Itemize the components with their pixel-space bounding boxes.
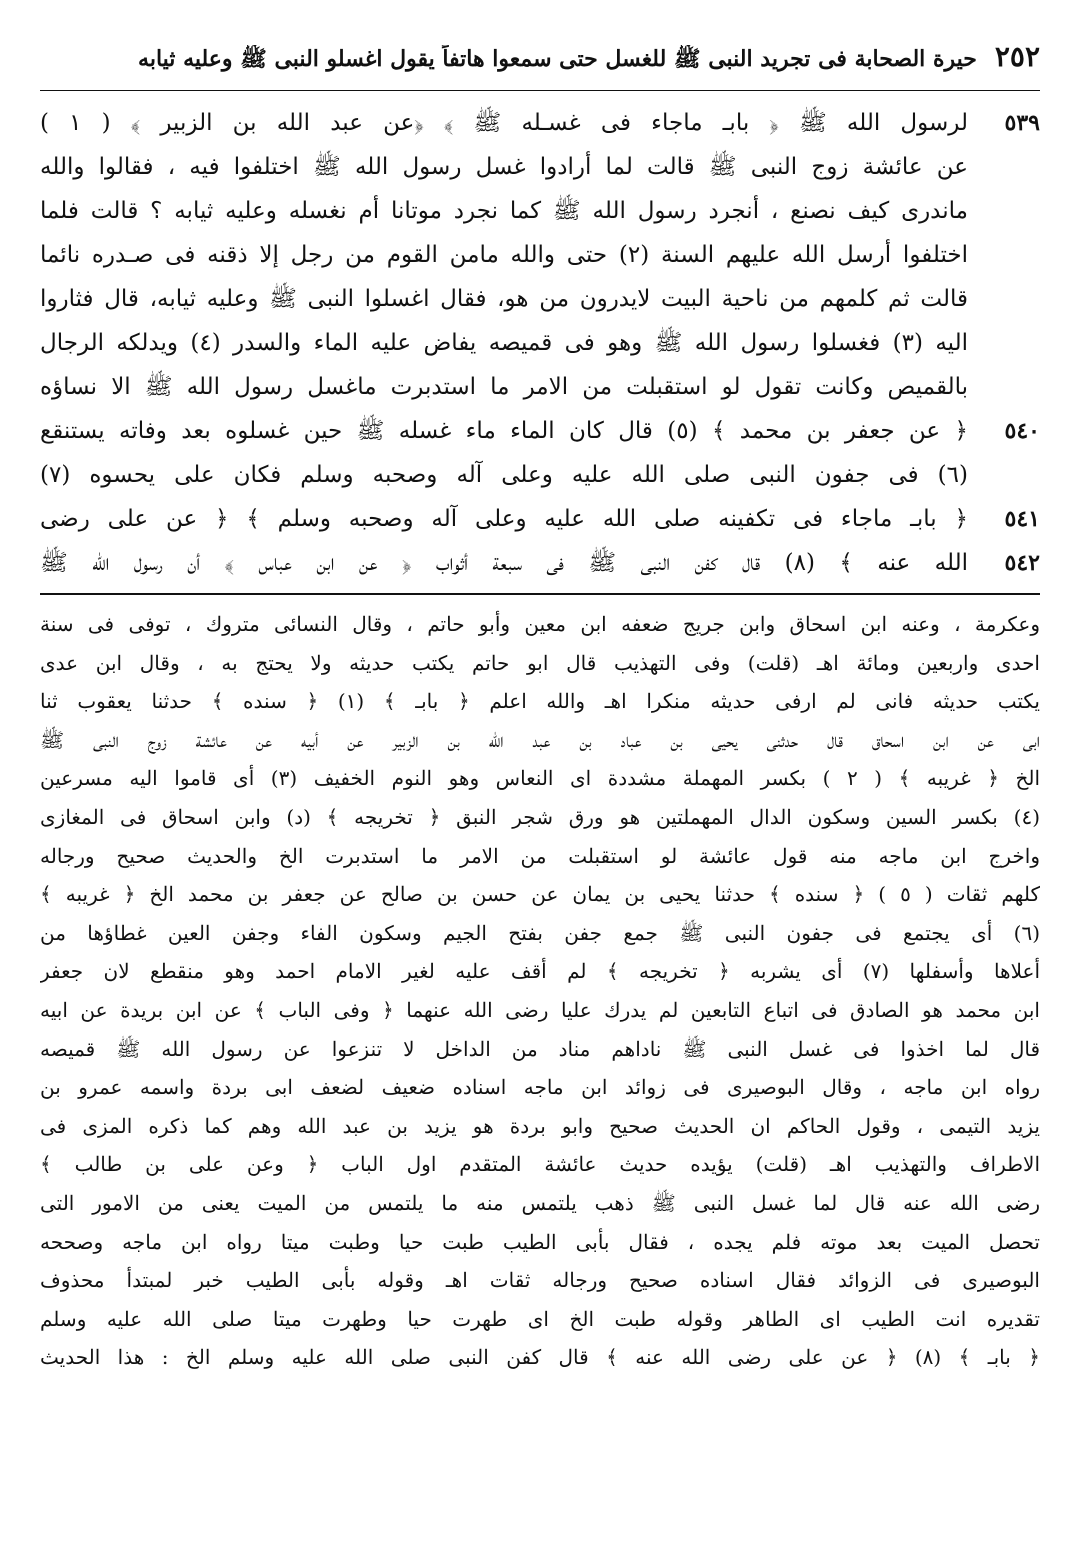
hadith-line-text: ﴿ عن جعفر بن محمد ﴾ (٥) قال كان الماء ماء غسله ﷺ حين غسلوه بعد وفاته يستنقع: [40, 418, 968, 444]
hadith-line: [40, 321, 1040, 365]
hadith-line-text: اختلفوا أرسل الله عليهم السنة (٢) حتى والله مامن القوم من رجل إلا ذقنه فى صـدره نائما: [40, 242, 968, 268]
hadith-number: ٥٤٢: [1004, 550, 1040, 576]
footnote-line: أعلاها وأسفلها (٧) أى يشربه ﴿ تخريجه ﴾ لم أقف عليه لغير الامام احمد وهو منقطع لان جعفر: [40, 959, 1040, 984]
hadith-line: [40, 365, 1040, 409]
footnote-line: يزيد التيمى ، وقول الحاكم ان الحديث صحيح وابو بردة هو يزيد بن عبد الله وهم كما ذكره المزى فى: [40, 1113, 1040, 1138]
footnote-line: ﴿ بابـ ﴾ (٨) ﴿ عن على رضى الله عنه ﴾ قال كفن النبى صلى الله عليه وسلم الخ : هذا الحديث: [40, 1345, 1040, 1370]
footnote-line: احدى واربعين ومائة اهـ (قلت) وفى التهذيب قال ابو حاتم يكتب حديثه ولا يحتج به ، وقال ابن عدى: [40, 650, 1040, 675]
hadith-line-text: بالقميص وكانت تقول لو استقبلت من الامر ما استدبرت ماغسل رسول الله ﷺ الا نساؤه: [40, 374, 968, 400]
footnote-line: البوصيرى فى الزوائد فقال اسناده صحيح ورجاله ثقات اهـ وقوله بأبى الطيب خبر لمبتدأ محذوف: [40, 1268, 1040, 1293]
hadith-line-text: الله عنه ﴾ (٨) قال كفن النبى ﷺ فى سبعة أثواب ﴿ عن ابن عباس ﴾ أن رسول الله ﷺ: [40, 550, 968, 576]
hadith-line: [40, 233, 1040, 277]
hadith-line-text: اليه (٣) فغسلوا رسول الله ﷺ وهو فى قميصه يفاض عليه الماء والسدر (٤) ويدلكه الرجال: [40, 330, 968, 356]
footnote-line: الاطراف والتهذيب اهـ (قلت) يؤيده حديث عائشة المتقدم اول الباب ﴿ وعن على بن طالب ﴾: [40, 1152, 1040, 1177]
hadith-line: [40, 541, 1040, 585]
footnote-line: كلهم ثقات ( ٥ ) ﴿ سنده ﴾ حدثنا يحيى بن يمان عن حسن بن صالح عن جعفر بن محمد الخ ﴿ غريبه ﴾: [40, 882, 1040, 907]
footnote-line: رضى الله عنه قال لما غسل النبى ﷺ ذهب يلتمس منه ما يلتمس من الميت يعنى من الامور التى: [40, 1190, 1040, 1215]
footnote-line: قال لما اخذوا فى غسل النبى ﷺ ناداهم مناد من الداخل لا تنزعوا عن رسول الله ﷺ قميصه: [40, 1036, 1040, 1061]
book-page: [40, 40, 1040, 1377]
hadith-line: [40, 277, 1040, 321]
footnote-line: (٤) بكسر السين وسكون الدال المهملتين هو ورق شجر النبق ﴿ تخريجه ﴾ (د) وابن اسحاق فى المغازى: [40, 804, 1040, 829]
hadith-line: [40, 497, 1040, 541]
hadith-line: [40, 453, 1040, 497]
footnote-line: تحصل الميت بعد موته فلم يجده ، فقال بأبى الطيب طبت حيا وطبت ميتا رواه ابن ماجه وصححه: [40, 1229, 1040, 1254]
hadith-number: ٥٣٩: [1004, 110, 1040, 136]
page-header: [40, 40, 1040, 91]
hadith-line-text: لرسول الله ﷺ ﴿ بابـ ماجاء فى غسـله ﷺ ﴾ ﴿عن عبد الله بن الزبير ﴾ ( ١ ): [40, 110, 968, 136]
hadith-line: [40, 189, 1040, 233]
hadith-number: ٥٤١: [1004, 506, 1040, 532]
footnote-line: ابى عن ابن اسحاق قال حدثنى يحيى بن عباد بن عبد الله بن الزبير عن أبيه عن عائشة زوج النبى ﷺ: [40, 727, 1040, 752]
hadith-line: [40, 101, 1040, 145]
hadith-line: [40, 145, 1040, 189]
running-title: حيرة الصحابة فى تجريد النبى ﷺ للغسل حتى سمعوا هاتفاً يقول اغسلو النبى ﷺ وعليه ثيابه: [138, 46, 977, 72]
footnote-line: وعكرمة ، وعنه ابن اسحاق وابن جريج ضعفه ابن معين وأبو حاتم ، وقال النسائى متروك ، توفى فى سنة: [40, 612, 1040, 636]
footnote-line: (٦) أى يجتمع فى جفون النبى ﷺ جمع جفن بفتح الجيم وسكون الفاء وجفن العين غطاؤها من: [40, 920, 1040, 945]
footnotes-block: [40, 605, 1040, 1377]
footnote-line: ابن محمد هو الصادق فى اتباع التابعين لم يدرك عليا رضى الله عنهما ﴿ وفى الباب ﴾ عن ابن بريدة عن ابيه: [40, 997, 1040, 1022]
page-number: ٢٥٢: [994, 40, 1040, 73]
hadith-line-text: عن عائشة زوج النبى ﷺ قالت لما أرادوا غسل رسول الله ﷺ اختلفوا فيه ، فقالوا والله: [40, 154, 968, 180]
hadith-line-text: ماندرى كيف نصنع ، أنجرد رسول الله ﷺ كما نجرد موتانا أم نغسله وعليه ثيابه ؟ قالت فلما: [40, 198, 968, 224]
footnote-line: رواه ابن ماجه ، وقال البوصيرى فى زوائد ابن ماجه اسناده ضعيف لضعف ابى بردة واسمه عمرو بن: [40, 1075, 1040, 1100]
footnote-divider: [40, 593, 1040, 595]
footnote-line: واخرج ابن ماجه منه قول عائشة لو استقبلت من الامر ما استدبرت الخ والحديث صحيح ورجاله: [40, 843, 1040, 868]
footnote-line: تقديره انت الطيب اى الطاهر وقوله طبت الخ اى طهرت حيا وطهرت ميتا صلى الله عليه وسلم: [40, 1306, 1040, 1331]
footnote-line: الخ ﴿ غريبه ﴾ ( ٢ ) بكسر المهملة مشددة اى النعاس وهو النوم الخفيف (٣) أى قاموا اليه مسرعين: [40, 766, 1040, 791]
hadith-line-text: ﴿ بابـ ماجاء فى تكفينه صلى الله عليه وعلى آله وصحبه وسلم ﴾ ﴿ عن على رضى: [40, 506, 968, 532]
footnote-line: يكتب حديثه فانى لم ارفى حديثه منكرا اهـ والله اعلم ﴿ بابـ ﴾ (١) ﴿ سنده ﴾ حدثنا يعقوب ثنا: [40, 689, 1040, 714]
hadith-text-block: [40, 101, 1040, 585]
hadith-number: ٥٤٠: [1004, 418, 1040, 444]
hadith-line: [40, 409, 1040, 453]
hadith-line-text: قالت ثم كلمهم من ناحية البيت لايدرون من هو، فقال اغسلوا النبى ﷺ وعليه ثيابه، قال فثاروا: [40, 286, 968, 312]
hadith-line-text: (٦) فى جفون النبى صلى الله عليه وعلى آله وصحبه وسلم فكان على يحسوه (٧): [40, 462, 968, 488]
